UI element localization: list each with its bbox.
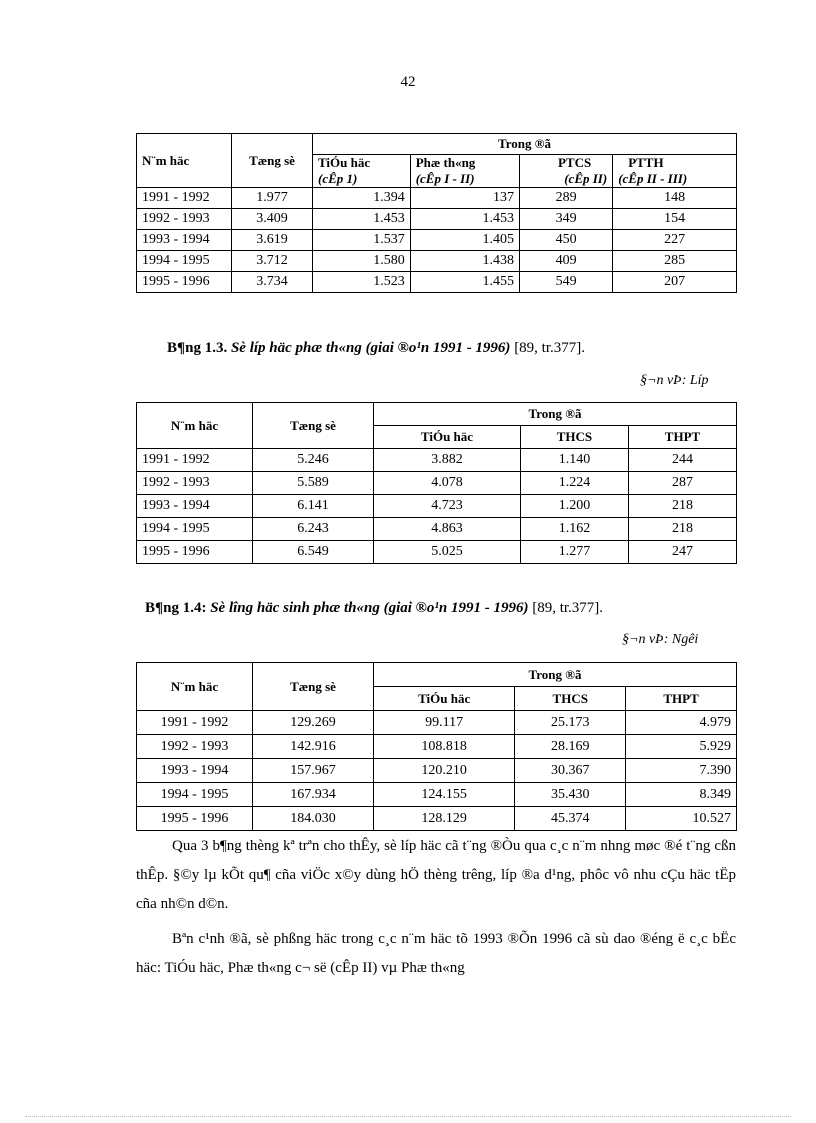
footer-divider bbox=[25, 1116, 791, 1117]
year-cell: 1991 - 1992 bbox=[137, 711, 253, 735]
value-cell: 1.277 bbox=[520, 541, 628, 564]
value-cell: 5.025 bbox=[374, 541, 521, 564]
value-cell: 3.734 bbox=[232, 272, 313, 293]
header-col: TiÓu häc bbox=[374, 426, 521, 449]
value-cell: 137 bbox=[410, 188, 519, 209]
value-cell: 1.140 bbox=[520, 449, 628, 472]
year-cell: 1993 - 1994 bbox=[137, 759, 253, 783]
value-cell: 6.141 bbox=[253, 495, 374, 518]
header-col: THPT bbox=[628, 426, 736, 449]
value-cell: 1.453 bbox=[313, 209, 411, 230]
value-cell: 1.394 bbox=[313, 188, 411, 209]
header-col: THCS bbox=[515, 687, 626, 711]
year-cell: 1992 - 1993 bbox=[137, 209, 232, 230]
value-cell: 289 bbox=[519, 188, 612, 209]
header-total: Tæng sè bbox=[232, 134, 313, 188]
value-cell: 108.818 bbox=[374, 735, 515, 759]
year-cell: 1995 - 1996 bbox=[137, 807, 253, 831]
value-cell: 4.078 bbox=[374, 472, 521, 495]
value-cell: 349 bbox=[519, 209, 612, 230]
value-cell: 8.349 bbox=[626, 783, 737, 807]
value-cell: 1.523 bbox=[313, 272, 411, 293]
value-cell: 184.030 bbox=[253, 807, 374, 831]
header-col: TiÓu häc (cÊp 1) bbox=[313, 155, 411, 188]
value-cell: 1.162 bbox=[520, 518, 628, 541]
value-cell: 120.210 bbox=[374, 759, 515, 783]
value-cell: 285 bbox=[613, 251, 737, 272]
value-cell: 227 bbox=[613, 230, 737, 251]
value-cell: 35.430 bbox=[515, 783, 626, 807]
header-group: Trong ®ã bbox=[374, 663, 737, 687]
value-cell: 25.173 bbox=[515, 711, 626, 735]
header-col: TiÓu häc bbox=[374, 687, 515, 711]
header-col: PTCS (cÊp II) bbox=[519, 155, 612, 188]
table-row bbox=[137, 472, 737, 495]
value-cell: 148 bbox=[613, 188, 737, 209]
value-cell: 1.453 bbox=[410, 209, 519, 230]
value-cell: 6.549 bbox=[253, 541, 374, 564]
value-cell: 28.169 bbox=[515, 735, 626, 759]
body-text bbox=[136, 832, 736, 983]
value-cell: 5.246 bbox=[253, 449, 374, 472]
value-cell: 129.269 bbox=[253, 711, 374, 735]
header-group: Trong ®ã bbox=[374, 403, 737, 426]
table-row bbox=[137, 251, 737, 272]
value-cell: 450 bbox=[519, 230, 612, 251]
header-col: THPT bbox=[626, 687, 737, 711]
value-cell: 157.967 bbox=[253, 759, 374, 783]
table-row bbox=[137, 188, 737, 209]
year-cell: 1994 - 1995 bbox=[137, 518, 253, 541]
value-cell: 244 bbox=[628, 449, 736, 472]
year-cell: 1991 - 1992 bbox=[137, 188, 232, 209]
table-row bbox=[137, 807, 737, 831]
year-cell: 1993 - 1994 bbox=[137, 230, 232, 251]
value-cell: 3.882 bbox=[374, 449, 521, 472]
value-cell: 218 bbox=[628, 495, 736, 518]
value-cell: 247 bbox=[628, 541, 736, 564]
header-total: Tæng sè bbox=[253, 663, 374, 711]
value-cell: 3.619 bbox=[232, 230, 313, 251]
student-count-table bbox=[136, 662, 737, 831]
value-cell: 142.916 bbox=[253, 735, 374, 759]
year-cell: 1994 - 1995 bbox=[137, 783, 253, 807]
value-cell: 207 bbox=[613, 272, 737, 293]
table-caption-1-4: B¶ng 1.4: Sè lîng häc sinh phæ th«ng (giai ®o¹n 1991 - 1996) [89, tr.377]. bbox=[145, 600, 604, 616]
header-group: Trong ®ã bbox=[313, 134, 737, 155]
unit-label: §¬n vÞ: Líp bbox=[640, 373, 709, 388]
year-cell: 1992 - 1993 bbox=[137, 735, 253, 759]
value-cell: 6.243 bbox=[253, 518, 374, 541]
year-cell: 1993 - 1994 bbox=[137, 495, 253, 518]
table-row bbox=[137, 272, 737, 293]
year-cell: 1995 - 1996 bbox=[137, 541, 253, 564]
value-cell: 124.155 bbox=[374, 783, 515, 807]
table-row bbox=[137, 230, 737, 251]
value-cell: 128.129 bbox=[374, 807, 515, 831]
table-caption-1-3: B¶ng 1.3. Sè líp häc phæ th«ng (giai ®o¹n 1991 - 1996) [89, tr.377]. bbox=[167, 340, 586, 356]
value-cell: 3.712 bbox=[232, 251, 313, 272]
value-cell: 167.934 bbox=[253, 783, 374, 807]
header-total: Tæng sè bbox=[253, 403, 374, 449]
value-cell: 1.537 bbox=[313, 230, 411, 251]
paragraph: Bªn c¹nh ®ã, sè phßng häc trong c¸c n¨m häc tõ 1993 ®Õn 1996 cã sù dao ®éng ë c¸c bËc häc: TiÓu häc, Phæ th«ng c¬ së (cÊp II) vµ Phæ th«ng bbox=[136, 931, 736, 976]
table-row bbox=[137, 759, 737, 783]
table-row bbox=[137, 711, 737, 735]
value-cell: 99.117 bbox=[374, 711, 515, 735]
paragraph: Qua 3 b¶ng thèng kª trªn cho thÊy, sè líp häc cã t¨ng ®Òu qua c¸c n¨m nhng møc ®é t¨ng cßn thÊp. §©y lµ kÕt qu¶ cña viÖc x©y dùng hÖ thèng trêng, líp ®a d¹ng, phôc vô nhu cÇu häc tËp cña nh©n d©n. bbox=[136, 838, 736, 912]
value-cell: 45.374 bbox=[515, 807, 626, 831]
class-count-table bbox=[136, 402, 737, 564]
value-cell: 1.224 bbox=[520, 472, 628, 495]
table-row bbox=[137, 783, 737, 807]
year-cell: 1994 - 1995 bbox=[137, 251, 232, 272]
value-cell: 409 bbox=[519, 251, 612, 272]
year-cell: 1992 - 1993 bbox=[137, 472, 253, 495]
table-row bbox=[137, 735, 737, 759]
page-number: 42 bbox=[400, 74, 416, 90]
header-year: N¨m häc bbox=[137, 663, 253, 711]
table-row bbox=[137, 209, 737, 230]
value-cell: 30.367 bbox=[515, 759, 626, 783]
table-row bbox=[137, 449, 737, 472]
value-cell: 218 bbox=[628, 518, 736, 541]
value-cell: 549 bbox=[519, 272, 612, 293]
unit-label: §¬n vÞ: Ngêi bbox=[622, 632, 699, 647]
value-cell: 1.455 bbox=[410, 272, 519, 293]
value-cell: 4.863 bbox=[374, 518, 521, 541]
value-cell: 7.390 bbox=[626, 759, 737, 783]
header-col: Phæ th«ng (cÊp I - II) bbox=[410, 155, 519, 188]
value-cell: 1.580 bbox=[313, 251, 411, 272]
value-cell: 154 bbox=[613, 209, 737, 230]
table-row bbox=[137, 541, 737, 564]
value-cell: 1.438 bbox=[410, 251, 519, 272]
value-cell: 287 bbox=[628, 472, 736, 495]
table-row bbox=[137, 495, 737, 518]
value-cell: 4.723 bbox=[374, 495, 521, 518]
value-cell: 1.200 bbox=[520, 495, 628, 518]
header-col: PTTH (cÊp II - III) bbox=[613, 155, 737, 188]
year-cell: 1995 - 1996 bbox=[137, 272, 232, 293]
table-row bbox=[137, 518, 737, 541]
value-cell: 3.409 bbox=[232, 209, 313, 230]
header-year: N¨m häc bbox=[137, 403, 253, 449]
header-col: THCS bbox=[520, 426, 628, 449]
header-year: N¨m häc bbox=[137, 134, 232, 188]
value-cell: 1.405 bbox=[410, 230, 519, 251]
value-cell: 1.977 bbox=[232, 188, 313, 209]
school-count-table bbox=[136, 133, 737, 293]
year-cell: 1991 - 1992 bbox=[137, 449, 253, 472]
value-cell: 10.527 bbox=[626, 807, 737, 831]
value-cell: 5.929 bbox=[626, 735, 737, 759]
value-cell: 5.589 bbox=[253, 472, 374, 495]
value-cell: 4.979 bbox=[626, 711, 737, 735]
